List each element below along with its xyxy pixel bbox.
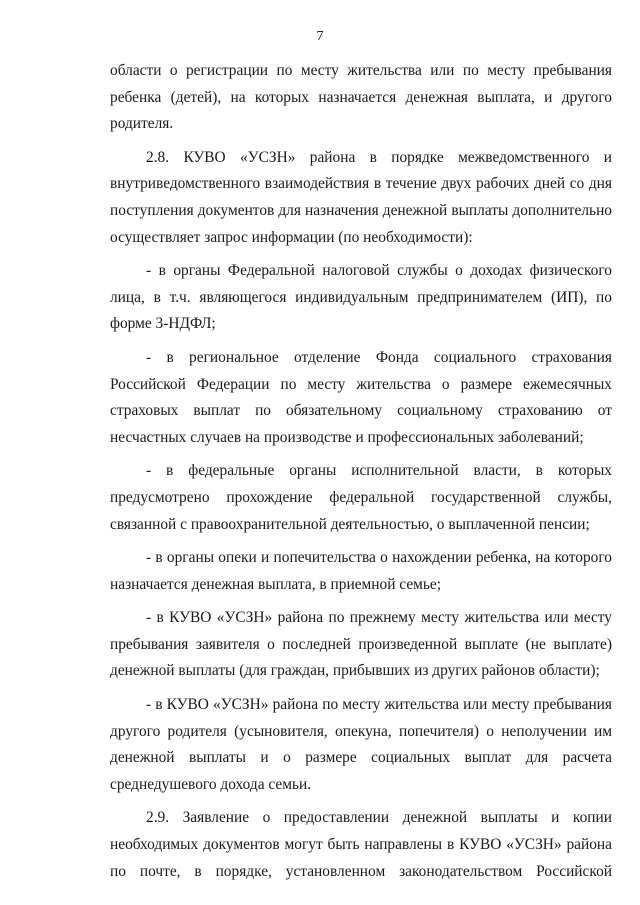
list-item-tax-service: - в органы Федеральной налоговой службы о доходах физического лица, в т.ч. являющегося индивидуальным предпринимателем (ИП), по форме 3-НДФЛ;: [110, 262, 612, 333]
document-body: [110, 58, 612, 892]
list-item-federal-executive-bodies: - в федеральные органы исполнительной власти, в которых предусмотрено прохождение федеральной государственной службы, связанной с правоохранительной деятельностью, о выплаченной пенсии;: [110, 462, 612, 533]
list-item-previous-residence-uszn: - в КУВО «УСЗН» района по прежнему месту жительства или месту пребывания заявителя о последней произведенной выплате (не выплате) денежной выплаты (для граждан, прибывших из других районов области);: [110, 609, 612, 680]
list-item-social-insurance-fund: - в региональное отделение Фонда социального страхования Российской Федерации по месту жительства о размере ежемесячных страховых выплат по обязательному социальному страхованию от несчастных случаев на производстве и профессиональных заболеваний;: [110, 348, 612, 446]
list-item-other-parent-uszn: - в КУВО «УСЗН» района по месту жительства или месту пребывания другого родителя (усыновителя, опекуна, попечителя) о неполучении им денежной выплаты и о размере социальных выплат для расчета среднедушевого дохода семьи.: [110, 696, 612, 793]
page-number: 7: [316, 29, 324, 44]
list-item-guardianship-bodies: - в органы опеки и попечительства о нахождении ребенка, на которого назначается денежная выплата, в приемной семье;: [110, 549, 612, 593]
paragraph-2-8: 2.8. КУВО «УСЗН» района в порядке межведомственного и внутриведомственного взаимодействия в течение двух рабочих дней со дня поступления документов для назначения денежной выплаты дополнительно осуществляет запрос информации (по необходимости):: [110, 148, 612, 246]
paragraph-continuation: области о регистрации по месту жительства или по месту пребывания ребенка (детей), на которых назначается денежная выплата, и другого родителя.: [110, 62, 612, 133]
paragraph-2-9: 2.9. Заявление о предоставлении денежной выплаты и копии необходимых документов могут быть направлены в КУВО «УСЗН» района по почте, в порядке, установленном законодательством Российской: [110, 809, 612, 880]
